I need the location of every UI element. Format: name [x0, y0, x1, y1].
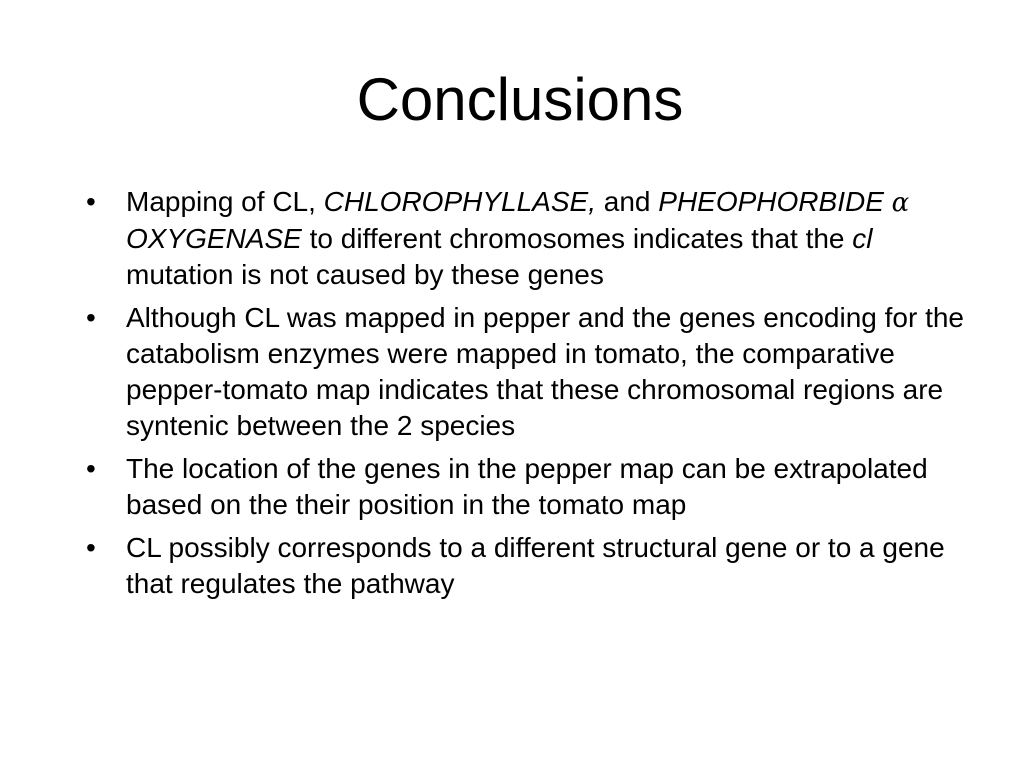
gene-name-oxygenase: OXYGENASE [126, 223, 302, 254]
bullet-text: The location of the genes in the pepper map can be extrapolated based on the their position in the tomato map [126, 453, 928, 520]
bullet-marker: • [86, 186, 96, 217]
bullet-text-segment: and [596, 186, 659, 217]
bullet-text: Although CL was mapped in pepper and the genes encoding for the catabolism enzymes were mapped in tomato, the comparative pepper-tomato map indicates that these chromosomal regions are syntenic between the 2 species [126, 302, 965, 441]
gene-name-chlorophyllase: CHLOROPHYLLASE, [323, 186, 596, 217]
alpha-symbol: α [891, 188, 910, 218]
bullet-item-synteny [84, 300, 964, 444]
bullet-text-segment: to different chromosomes indicates that the [301, 223, 853, 254]
bullet-item-structural-gene [84, 530, 964, 602]
bullet-text-segment: Mapping of CL, [126, 186, 324, 217]
bullet-text: CL possibly corresponds to a different structural gene or to a gene that regulates the pathway [126, 532, 945, 599]
bullet-marker: • [86, 532, 96, 563]
gene-name-pheophorbide: PHEOPHORBIDE [658, 186, 892, 217]
bullet-marker: • [86, 302, 96, 333]
bullet-text-segment: mutation is not caused by these genes [126, 259, 604, 290]
bullet-list [84, 184, 964, 609]
bullet-item-extrapolation [84, 451, 964, 523]
mutation-name-cl: cl [852, 223, 873, 254]
slide-title: Conclusions [356, 66, 684, 133]
bullet-marker: • [86, 453, 96, 484]
bullet-item-mapping [84, 184, 964, 293]
